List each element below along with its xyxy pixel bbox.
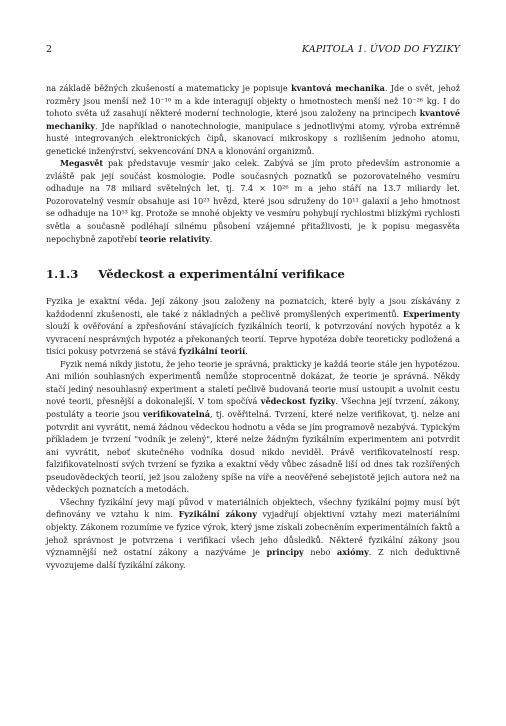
term-quantum-mechanics-2: kvantové mechaniky [46,108,460,131]
text: Fyzika je exaktní věda. Její zákony jsou založeny na poznatcích, které byly a jsou získávány z každodenní zkušenosti, ale také z nákladných a pečlivě promyšlených experimentů. [46,296,460,319]
text: . [245,346,248,357]
paragraph-quantum [46,82,460,157]
term-physical-laws: Fyzikální zákony [178,509,257,520]
term-experiments: Experimenty [402,308,460,319]
term-relativity: teorie relativity [139,233,210,244]
paragraph-verification [46,358,460,496]
term-megaworld: Megasvět [60,158,104,169]
text: . Všechna její tvrzení, zákony, postuláty a teorie jsou [46,396,460,420]
text: . Z nich deduktivně vyvozujeme další fyzikální zákony. [46,547,461,570]
section-number: 1.1.3 [46,267,79,282]
term-quantum-mechanics: kvantová mechanika [291,83,385,93]
text: slouží k ověřování a zpřesňování stávajících fyzikálních teorií, k potvrzování nových hypotéz a k vyvracení nesprávných hypotéz a překonaných teorií. Teprve hypotéza dobře teoreticky podložená a tisíci pokusy potvrzená se stává [46,321,460,357]
page-number: 2 [46,44,53,55]
running-head [46,44,460,55]
text: . Jde o svět, jehož rozměry jsou menší než 10⁻¹⁰ m a kde interagují objekty o hmotnostech menší než 10⁻²⁶ kg. I do tohoto světa už zasahují některé moderní technologie, které jsou založeny na principech [46,83,460,119]
section-heading [46,267,460,281]
text: Všechny fyzikální jevy mají původ v materiálních objektech, všechny fyzikální pojmy musí být definovány ve vztahu k nim. [46,496,460,520]
text: . Jde například o nanotechnologie, manipulace s jednotlivými atomy, výroba extrémně husté integrovaných elektronických čipů, skanovací mikroskopy s rozlišením jednoho atomu, genetické inženýrství, sekvencování DNA a klonování organizmů. [46,120,460,156]
text: Fyzik nemá nikdy jistotu, že jeho teorie je správná, prakticky je každá teorie stále jen hypotézou. Ani milión souhlasných experimentů nemůže stoprocentně dokázat, že teorie je správná. Někdy stačí jediný nesouhlasný experiment a staletí pečlivě budovaná teorie musí ustoupit a uvolnit cestu nové teorii, přesnější a dokonalejší. V tom spočívá [46,358,460,407]
chapter-title: KAPITOLA 1. ÚVOD DO FYZIKY [301,44,460,55]
text: , tj. ověřitelná. Tvrzení, které nelze verifikovat, tj. nelze ani potvrdit ani vyvrátit, nemá žádnou vědeckou hodnotu a věda se jím programově nezabývá. Typickým příkladem je tvrzení "vodník je zelený", které nelze žádným fyzikálním experimentem ani potvrdit ani vyvrátit, neboť skutečného vodníka dosud nikdo neviděl. Právě verifikovatelností resp. falzifikovatelností svých tvrzení se fyzika a exaktní vědy vůbec zásadně liší od dnes tak rozšířených pseudovědeckých teorií, jež jsou založeny spíše na víře a neověřené sebejistotě jejich autora než na vědeckých poznatcích a metodách. [46,409,460,495]
paragraph-megaworld [46,157,460,245]
text: . [209,233,213,244]
text: na základě běžných zkušeností a matematicky je popisuje [46,83,292,93]
term-physical-theory: fyzikální teorií [178,346,246,357]
term-axioms: axiómy [336,547,369,558]
term-verifiable: verifikovatelná [142,409,211,420]
term-scientific-nature: vědeckost fyziky [260,396,336,407]
paragraph-exact-science [46,295,460,358]
term-principles: principy [266,547,304,558]
section-title: Vědeckost a experimentální verifikace [98,267,345,282]
paragraph-laws [46,496,460,571]
text: nebo [303,547,337,558]
text: vyjadřují objektivní vztahy mezi materiálními objekty. Zákonem rozumíme ve fyzice výrok, který jsme získali zobecněním experimentálních faktů a jehož správnost je potvrzena i verifikací všech jeho důsledků. Některé fyzikální zákony jsou významnější než ostatní zákony a nazýváme je [46,509,460,558]
text: pak představuje vesmír jako celek. Zabývá se jím proto především astronomie a zvláště pak její součást kosmologie. Podle současných poznatků se pozorovatelného vesmíru odhaduje na 78 miliard světelných let, tj. 7.4 × 10²⁶ m a jeho stáří na 13.7 miliardy let. Pozorovatelný vesmír obsahuje asi 10²³ hvězd, které jsou sdruženy do 10¹¹ galaxií a jeho hmotnost se odhaduje na 10⁵³ kg. Protože se mnohé objekty ve vesmíru pohybují rychlostmi blízkými rychlosti světla a současně podléhají silnému působení vzájemné přitažlivosti, je k popisu megasvěta nepochybně zapotřebí [46,158,460,244]
